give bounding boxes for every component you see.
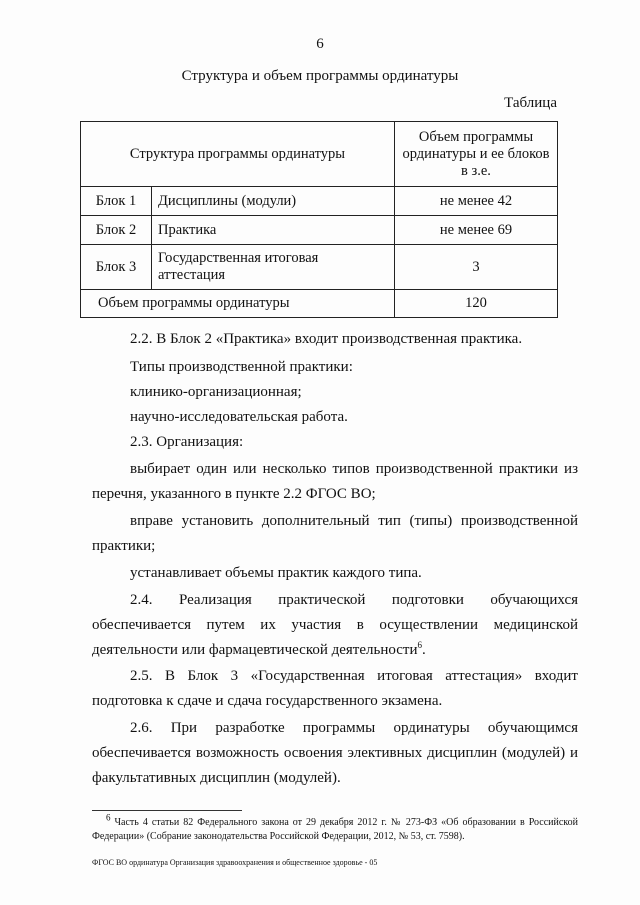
footnote-separator — [92, 810, 242, 811]
header-volume: Объем программы ординатуры и ее блоков в з.е. — [395, 122, 558, 187]
paragraph: вправе установить дополнительный тип (типы) производственной практики; — [92, 513, 578, 554]
block-name-cell: Практика — [152, 216, 395, 245]
paragraph: 2.4. Реализация практической подготовки обучающихся обеспечивается путем их участия в осуществлении медицинской деятельности или фармацевтической деятельности$^6$. — [92, 592, 578, 658]
paragraph-text: 2.4. Реализация практической подготовки обучающихся обеспечивается путем их участия в осуществлении медицинской деятельности или фармацевтической деятельности — [92, 592, 578, 658]
header-structure: Структура программы ординатуры — [81, 122, 395, 187]
block-cell: Блок 1 — [81, 187, 152, 216]
footnote-ref: 6 — [417, 640, 422, 650]
block-volume-cell: 3 — [395, 245, 558, 290]
block-volume-cell: не менее 69 — [395, 216, 558, 245]
block-name-cell: Государственная итоговая аттестация — [152, 245, 395, 290]
table-row — [81, 216, 558, 245]
footnote-marker: 6 — [106, 812, 111, 823]
table-label: Таблица — [504, 95, 557, 111]
table-row — [81, 245, 558, 290]
program-structure-table — [80, 121, 558, 318]
block-cell: Блок 3 — [81, 245, 152, 290]
block-volume-cell: не менее 42 — [395, 187, 558, 216]
page-title: Структура и объем программы ординатуры — [181, 68, 459, 84]
table-total-row — [81, 290, 558, 318]
table-header-row — [81, 122, 558, 187]
block-name-cell: Дисциплины (модули) — [152, 187, 395, 216]
table-row — [81, 187, 558, 216]
paragraph: устанавливает объемы практик каждого типа. — [130, 565, 422, 581]
total-value-cell: 120 — [395, 290, 558, 318]
footnote-text: Часть 4 статьи 82 Федерального закона от 29 декабря 2012 г. № 273-ФЗ «Об образовании в Российской Федерации» (Собрание законодательства Российской Федерации, 2012, № 53, ст. 7598). — [92, 817, 578, 842]
page-number: 6 — [316, 36, 324, 52]
page-footer: ФГОС ВО ординатура Организация здравоохранения и общественное здоровье - 05 — [92, 858, 378, 867]
paragraph: 2.2. В Блок 2 «Практика» входит производственная практика. — [130, 331, 523, 347]
paragraph: Типы производственной практики: — [130, 359, 353, 375]
paragraph: 2.3. Организация: — [130, 434, 244, 450]
paragraph: 2.6. При разработке программы ординатуры обучающимся обеспечивается возможность освоения элективных дисциплин (модулей) и факультативных дисциплин (модулей). — [92, 720, 578, 786]
block-cell: Блок 2 — [81, 216, 152, 245]
paragraph: 2.5. В Блок 3 «Государственная итоговая аттестация» входит подготовка к сдаче и сдача государственного экзамена. — [92, 668, 578, 709]
footnote — [92, 812, 578, 844]
paragraph: клинико-организационная; — [130, 384, 302, 400]
paragraph: выбирает один или несколько типов производственной практики из перечня, указанного в пункте 2.2 ФГОС ВО; — [92, 461, 578, 502]
paragraph: научно-исследовательская работа. — [130, 409, 348, 425]
total-label-cell: Объем программы ординатуры — [81, 290, 395, 318]
